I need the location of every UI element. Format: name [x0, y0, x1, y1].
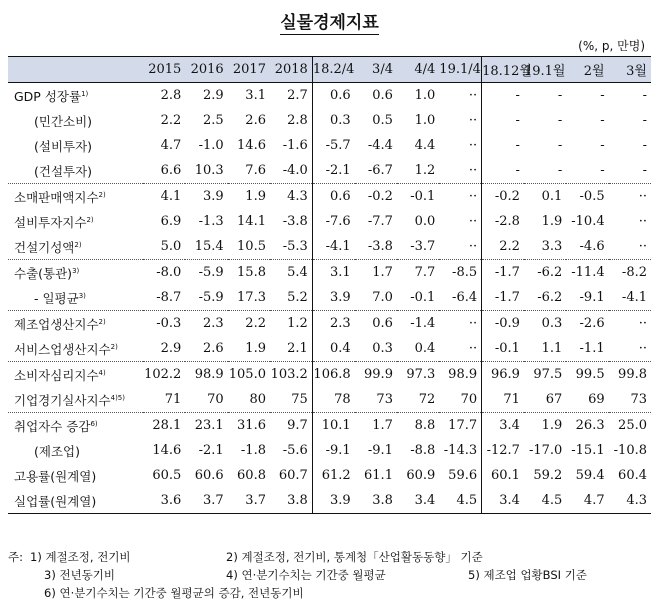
table-cell: - — [642, 113, 647, 128]
table-cell: 8.8 — [397, 413, 439, 439]
table-row — [8, 209, 651, 234]
table-cell: 4.3 — [270, 184, 312, 210]
col-header: 3/4 — [355, 57, 397, 83]
table-cell: -1.4 — [397, 311, 439, 337]
table-cell: -4.1 — [312, 234, 354, 260]
table-cell: -1.6 — [282, 138, 308, 153]
table-cell: 80 — [249, 392, 266, 407]
col-header: 18.2/4 — [312, 57, 354, 83]
footnote-ref: 3) — [72, 266, 80, 275]
table-cell: -8.8 — [410, 443, 436, 458]
table-cell: 2.5 — [202, 113, 224, 128]
row-label — [8, 83, 143, 109]
row-label-text: - 일평균 — [34, 290, 79, 306]
table-row — [8, 438, 651, 463]
table-cell: 59.2 — [533, 468, 563, 483]
table-cell: 4.3 — [609, 488, 651, 514]
table-cell: 0.6 — [355, 311, 397, 337]
table-cell: 59.6 — [448, 468, 478, 483]
table-cell: 0.3 — [372, 341, 393, 356]
table-cell: -9.1 — [579, 290, 605, 305]
table-row — [8, 463, 651, 488]
footnote-ref: 2) — [86, 215, 94, 224]
row-label — [8, 209, 143, 234]
row-label — [8, 158, 143, 184]
table-cell: 15.4 — [194, 239, 224, 254]
row-label — [8, 108, 143, 133]
header-corner — [8, 57, 143, 83]
col-header: 2018 — [270, 57, 312, 83]
table-cell: ·· — [468, 88, 478, 103]
table-cell: 99.9 — [355, 362, 397, 388]
table-cell: ·· — [439, 311, 481, 337]
table-cell: 5.2 — [287, 290, 308, 305]
table-cell: 3.8 — [270, 488, 312, 514]
row-label — [8, 362, 143, 388]
table-cell: - — [600, 138, 605, 153]
table-cell: -0.2 — [482, 184, 524, 210]
table-cell: 1.0 — [414, 113, 436, 128]
table-cell: 1.9 — [228, 184, 270, 210]
table-cell: 3.7 — [185, 488, 227, 514]
table-cell: -14.3 — [443, 443, 478, 458]
table-cell: 23.1 — [185, 413, 227, 439]
table-cell: 1.9 — [245, 341, 266, 356]
table-cell: 3.1 — [245, 88, 266, 103]
table-cell: 99.8 — [609, 362, 651, 388]
table-cell: 71 — [482, 387, 524, 413]
table-cell: 97.5 — [524, 362, 566, 388]
row-label — [8, 285, 143, 311]
table-cell: - — [600, 163, 605, 178]
note-2: 2) 계절조정, 전기비, 통계청「산업활동동향」 기준 — [226, 550, 483, 564]
table-cell: 2.2 — [482, 234, 524, 260]
table-cell: - — [642, 138, 647, 153]
table-cell: -2.1 — [198, 443, 224, 458]
table-cell: 98.9 — [439, 362, 481, 388]
table-row — [8, 362, 651, 388]
table-cell: 3.9 — [312, 285, 354, 311]
table-cell: - — [482, 133, 524, 158]
row-label — [8, 260, 143, 286]
table-cell: 14.6 — [237, 138, 266, 153]
footnote-ref: 2) — [98, 190, 106, 199]
footnote-ref: 2) — [110, 342, 118, 351]
col-header: 2017 — [228, 57, 270, 83]
table-cell: 2.2 — [160, 113, 182, 128]
table-cell: -4.6 — [579, 239, 605, 254]
table-cell: -0.2 — [355, 184, 397, 210]
table-cell: 3.8 — [355, 488, 397, 514]
row-label — [8, 387, 143, 413]
table-cell: 10.1 — [312, 413, 354, 439]
note-1: 1) 계절조정, 전기비 — [30, 550, 131, 564]
row-label — [8, 488, 143, 514]
table-cell: 1.7 — [355, 260, 397, 286]
table-cell: 3.4 — [482, 413, 524, 439]
table-cell: -5.6 — [282, 443, 308, 458]
row-label-text: (건설투자) — [34, 163, 93, 179]
table-cell: -17.0 — [528, 443, 563, 458]
table-cell: 1.2 — [270, 311, 312, 337]
table-cell: -0.5 — [566, 184, 608, 210]
table-cell: -6.7 — [367, 163, 393, 178]
row-label-text: GDP 성장률 — [14, 88, 82, 104]
table-cell: 2.3 — [312, 311, 354, 337]
table-cell: -0.1 — [397, 184, 439, 210]
table-row — [8, 260, 651, 286]
table-cell: -6.2 — [524, 260, 566, 286]
table-cell: 73 — [376, 392, 393, 407]
table-cell: 4.4 — [414, 138, 436, 153]
table-cell: -2.6 — [566, 311, 608, 337]
col-header: 19.1/4 — [439, 57, 481, 83]
table-cell: 0.5 — [372, 113, 393, 128]
table-row — [8, 387, 651, 413]
table-row — [8, 83, 651, 109]
table-cell: 26.3 — [566, 413, 608, 439]
table-cell: - — [482, 158, 524, 184]
table-row — [8, 133, 651, 158]
table-cell: 106.8 — [312, 362, 354, 388]
table-cell: -7.7 — [367, 214, 393, 229]
table-cell: -10.4 — [571, 214, 605, 229]
footnote-ref: 1) — [81, 89, 89, 98]
table-cell: 3.4 — [397, 488, 439, 514]
table-cell: -15.1 — [571, 443, 605, 458]
table-cell: ·· — [468, 138, 478, 153]
table-row — [8, 311, 651, 337]
table-cell: -1.1 — [579, 341, 605, 356]
table-row — [8, 285, 651, 311]
table-cell: 103.2 — [270, 362, 312, 388]
table-cell: ·· — [468, 163, 478, 178]
table-cell: 60.5 — [152, 468, 182, 483]
table-cell: 99.5 — [566, 362, 608, 388]
table-cell: 2.3 — [185, 311, 227, 337]
table-cell: -1.0 — [198, 138, 224, 153]
table-cell: 0.6 — [312, 184, 354, 210]
row-label — [8, 133, 143, 158]
row-label — [8, 463, 143, 488]
table-cell: - — [557, 163, 563, 178]
table-cell: 59.4 — [575, 468, 605, 483]
table-cell: -1.8 — [240, 443, 266, 458]
col-header: 3월 — [609, 57, 651, 83]
row-label-text: 설비투자지수 — [14, 214, 87, 230]
table-cell: 31.6 — [228, 413, 270, 439]
table-cell: 60.4 — [618, 468, 647, 483]
table-cell: -12.7 — [482, 438, 524, 463]
table-cell: 69 — [588, 392, 605, 407]
table-cell: 4.1 — [143, 184, 185, 210]
table-cell: 3.7 — [228, 488, 270, 514]
table-cell: 0.4 — [312, 336, 354, 362]
table-cell: -8.2 — [609, 260, 651, 286]
note-4: 4) 연·분기수치는 기간중 월평균 — [226, 568, 386, 582]
table-cell: 2.7 — [287, 88, 308, 103]
table-cell: 25.0 — [609, 413, 651, 439]
table-cell: -0.1 — [482, 336, 524, 362]
table-cell: -5.9 — [198, 290, 224, 305]
table-cell: 0.3 — [312, 108, 354, 133]
table-cell: 0.6 — [312, 83, 354, 109]
table-row — [8, 413, 651, 439]
notes-prefix: 주: — [8, 550, 23, 564]
table-cell: 105.0 — [228, 362, 270, 388]
table-cell: 5.4 — [270, 260, 312, 286]
row-label-text: 건설기성액 — [14, 239, 75, 255]
table-cell: 3.9 — [185, 184, 227, 210]
table-cell: -3.7 — [410, 239, 436, 254]
table-cell: 73 — [630, 392, 647, 407]
table-cell: 4.7 — [160, 138, 182, 153]
table-cell: ·· — [638, 214, 647, 229]
row-label-text: 소매판매액지수 — [14, 189, 99, 205]
col-header: 4/4 — [397, 57, 439, 83]
table-cell: -8.5 — [439, 260, 481, 286]
table-cell: -1.3 — [198, 214, 224, 229]
table-cell: 2.1 — [287, 341, 308, 356]
table-cell: 3.9 — [312, 488, 354, 514]
table-cell: 102.2 — [143, 362, 185, 388]
table-cell: 60.8 — [237, 468, 266, 483]
table-cell: 75 — [291, 392, 308, 407]
table-cell: -4.0 — [282, 163, 308, 178]
table-cell: 3.1 — [312, 260, 354, 286]
table-cell: ·· — [439, 184, 481, 210]
table-cell: 2.2 — [228, 311, 270, 337]
table-cell: - — [482, 83, 524, 109]
table-cell: 14.6 — [152, 443, 182, 458]
table-cell: 1.1 — [541, 341, 563, 356]
table-cell: -4.1 — [621, 290, 647, 305]
col-header: 2015 — [143, 57, 185, 83]
table-cell: 6.6 — [160, 163, 182, 178]
table-cell: 0.1 — [524, 184, 566, 210]
table-cell: - — [557, 88, 563, 103]
table-cell: 60.6 — [194, 468, 224, 483]
table-cell: 60.9 — [406, 468, 436, 483]
table-cell: 70 — [207, 392, 224, 407]
table-cell: 2.8 — [287, 113, 308, 128]
col-header: 19.1월 — [524, 57, 566, 83]
note-5: 5) 제조업 업황BSI 기준 — [468, 568, 587, 582]
table-cell: -10.8 — [613, 443, 647, 458]
table-cell: 98.9 — [185, 362, 227, 388]
footnote-ref: 2) — [98, 317, 106, 326]
table-cell: 28.1 — [143, 413, 185, 439]
table-cell: 15.8 — [228, 260, 270, 286]
row-label-text: 기업경기실사지수 — [14, 392, 111, 408]
table-row — [8, 184, 651, 210]
table-cell: 5.0 — [160, 239, 182, 254]
table-cell: -9.1 — [367, 443, 393, 458]
table-cell: -7.6 — [312, 209, 354, 234]
table-cell: 2.9 — [202, 88, 224, 103]
table-cell: -0.9 — [482, 311, 524, 337]
table-row — [8, 158, 651, 184]
table-cell: ·· — [468, 214, 478, 229]
row-label-text: 취업자수 증감 — [14, 418, 91, 434]
table-cell: 2.6 — [202, 341, 224, 356]
table-cell: -5.7 — [312, 133, 354, 158]
table-cell: ·· — [609, 311, 651, 337]
table-cell: -0.3 — [143, 311, 185, 337]
table-cell: ·· — [468, 239, 478, 254]
table-cell: - — [642, 163, 647, 178]
table-cell: 7.0 — [372, 290, 393, 305]
table-cell: 60.1 — [482, 463, 524, 488]
table-cell: 17.7 — [439, 413, 481, 439]
footnote-ref: 4) — [98, 368, 106, 377]
table-row — [8, 488, 651, 514]
row-label — [8, 234, 143, 260]
row-label — [8, 438, 143, 463]
table-cell: 1.9 — [524, 413, 566, 439]
table-cell: 4.7 — [566, 488, 608, 514]
table-cell: 96.9 — [482, 362, 524, 388]
table-row — [8, 234, 651, 260]
table-cell: 1.9 — [541, 214, 563, 229]
table-cell: -3.8 — [367, 239, 393, 254]
table-cell: - — [642, 88, 647, 103]
table-cell: 2.9 — [160, 341, 182, 356]
table-cell: 1.0 — [414, 88, 436, 103]
table-cell: 97.3 — [397, 362, 439, 388]
row-label — [8, 184, 143, 210]
table-cell: ·· — [609, 184, 651, 210]
row-label-text: 서비스업생산지수 — [14, 341, 111, 357]
table-cell: ·· — [638, 341, 647, 356]
footnote-ref: 6) — [90, 419, 98, 428]
table-cell: 78 — [312, 387, 354, 413]
row-label-text: (제조업) — [34, 443, 80, 459]
header-row — [8, 57, 651, 83]
indicators-table — [8, 56, 651, 514]
table-cell: 0.4 — [414, 341, 436, 356]
table-cell: 0.6 — [372, 88, 393, 103]
table-cell: 60.7 — [278, 468, 308, 483]
table-cell: 3.3 — [541, 239, 563, 254]
table-cell: 7.7 — [397, 260, 439, 286]
footnote-ref: 4)5) — [110, 393, 125, 402]
table-cell: -5.9 — [185, 260, 227, 286]
table-cell: - — [482, 108, 524, 133]
table-cell: -9.1 — [312, 438, 354, 463]
table-cell: 61.2 — [312, 463, 354, 488]
table-cell: -2.1 — [312, 158, 354, 184]
col-header: 18.12월 — [482, 57, 524, 83]
table-cell: - — [600, 88, 605, 103]
table-cell: 2.8 — [160, 88, 182, 103]
row-label-text: 고용률(원계열) — [14, 468, 97, 484]
table-cell: - — [557, 138, 563, 153]
table-title: 실물경제지표 — [280, 13, 379, 33]
table-cell: 14.1 — [237, 214, 266, 229]
col-header: 2월 — [566, 57, 608, 83]
table-cell: 0.0 — [414, 214, 436, 229]
row-label-text: 소비자심리지수 — [14, 367, 99, 383]
table-cell: 61.1 — [364, 468, 393, 483]
row-label-text: 실업률(원계열) — [14, 493, 97, 509]
table-cell: 4.5 — [439, 488, 481, 514]
table-cell: - — [600, 113, 605, 128]
table-cell: 6.9 — [160, 214, 182, 229]
table-cell: - — [557, 113, 563, 128]
table-cell: 3.6 — [143, 488, 185, 514]
table-row — [8, 108, 651, 133]
table-cell: -8.7 — [156, 290, 182, 305]
table-cell: 7.6 — [245, 163, 266, 178]
table-cell: 1.7 — [355, 413, 397, 439]
table-cell: ·· — [468, 113, 478, 128]
table-cell: -5.3 — [282, 239, 308, 254]
table-row — [8, 336, 651, 362]
table-cell: 17.3 — [237, 290, 266, 305]
unit-label: (%, p, 만명) — [578, 39, 645, 53]
table-cell: 67 — [545, 392, 563, 407]
footnote-ref: 3) — [78, 291, 86, 300]
table-cell: 70 — [460, 392, 478, 407]
table-cell: -3.8 — [282, 214, 308, 229]
table-cell: -2.8 — [482, 209, 524, 234]
note-3: 3) 전년동기비 — [44, 568, 116, 582]
row-label-text: 수출(통관) — [14, 265, 73, 281]
table-cell: -1.7 — [482, 285, 524, 311]
row-label-text: 제조업생산지수 — [14, 316, 99, 332]
row-label — [8, 336, 143, 362]
table-cell: 72 — [418, 392, 436, 407]
row-label — [8, 413, 143, 439]
table-cell: 4.5 — [524, 488, 566, 514]
row-label-text: (민간소비) — [34, 113, 93, 129]
table-cell: 0.3 — [524, 311, 566, 337]
table-cell: -4.4 — [367, 138, 393, 153]
table-cell: -6.2 — [537, 290, 563, 305]
row-label-text: (설비투자) — [34, 138, 93, 154]
table-cell: 71 — [164, 392, 182, 407]
table-cell: -8.0 — [143, 260, 185, 286]
table-cell: 9.7 — [270, 413, 312, 439]
table-cell: 10.3 — [194, 163, 224, 178]
table-cell: ·· — [468, 341, 478, 356]
note-6: 6) 연·분기수치는 기간중 월평균의 증감, 전년동기비 — [44, 586, 304, 600]
table-cell: 1.2 — [414, 163, 436, 178]
table-cell: 3.4 — [482, 488, 524, 514]
table-cell: ·· — [638, 239, 647, 254]
table-cell: -11.4 — [566, 260, 608, 286]
footnote-ref: 2) — [74, 240, 82, 249]
col-header: 2016 — [185, 57, 227, 83]
table-cell: 10.5 — [237, 239, 266, 254]
row-label — [8, 311, 143, 337]
table-cell: -1.7 — [482, 260, 524, 286]
table-cell: -0.1 — [410, 290, 436, 305]
table-cell: 2.6 — [245, 113, 266, 128]
table-cell: -6.4 — [452, 290, 478, 305]
